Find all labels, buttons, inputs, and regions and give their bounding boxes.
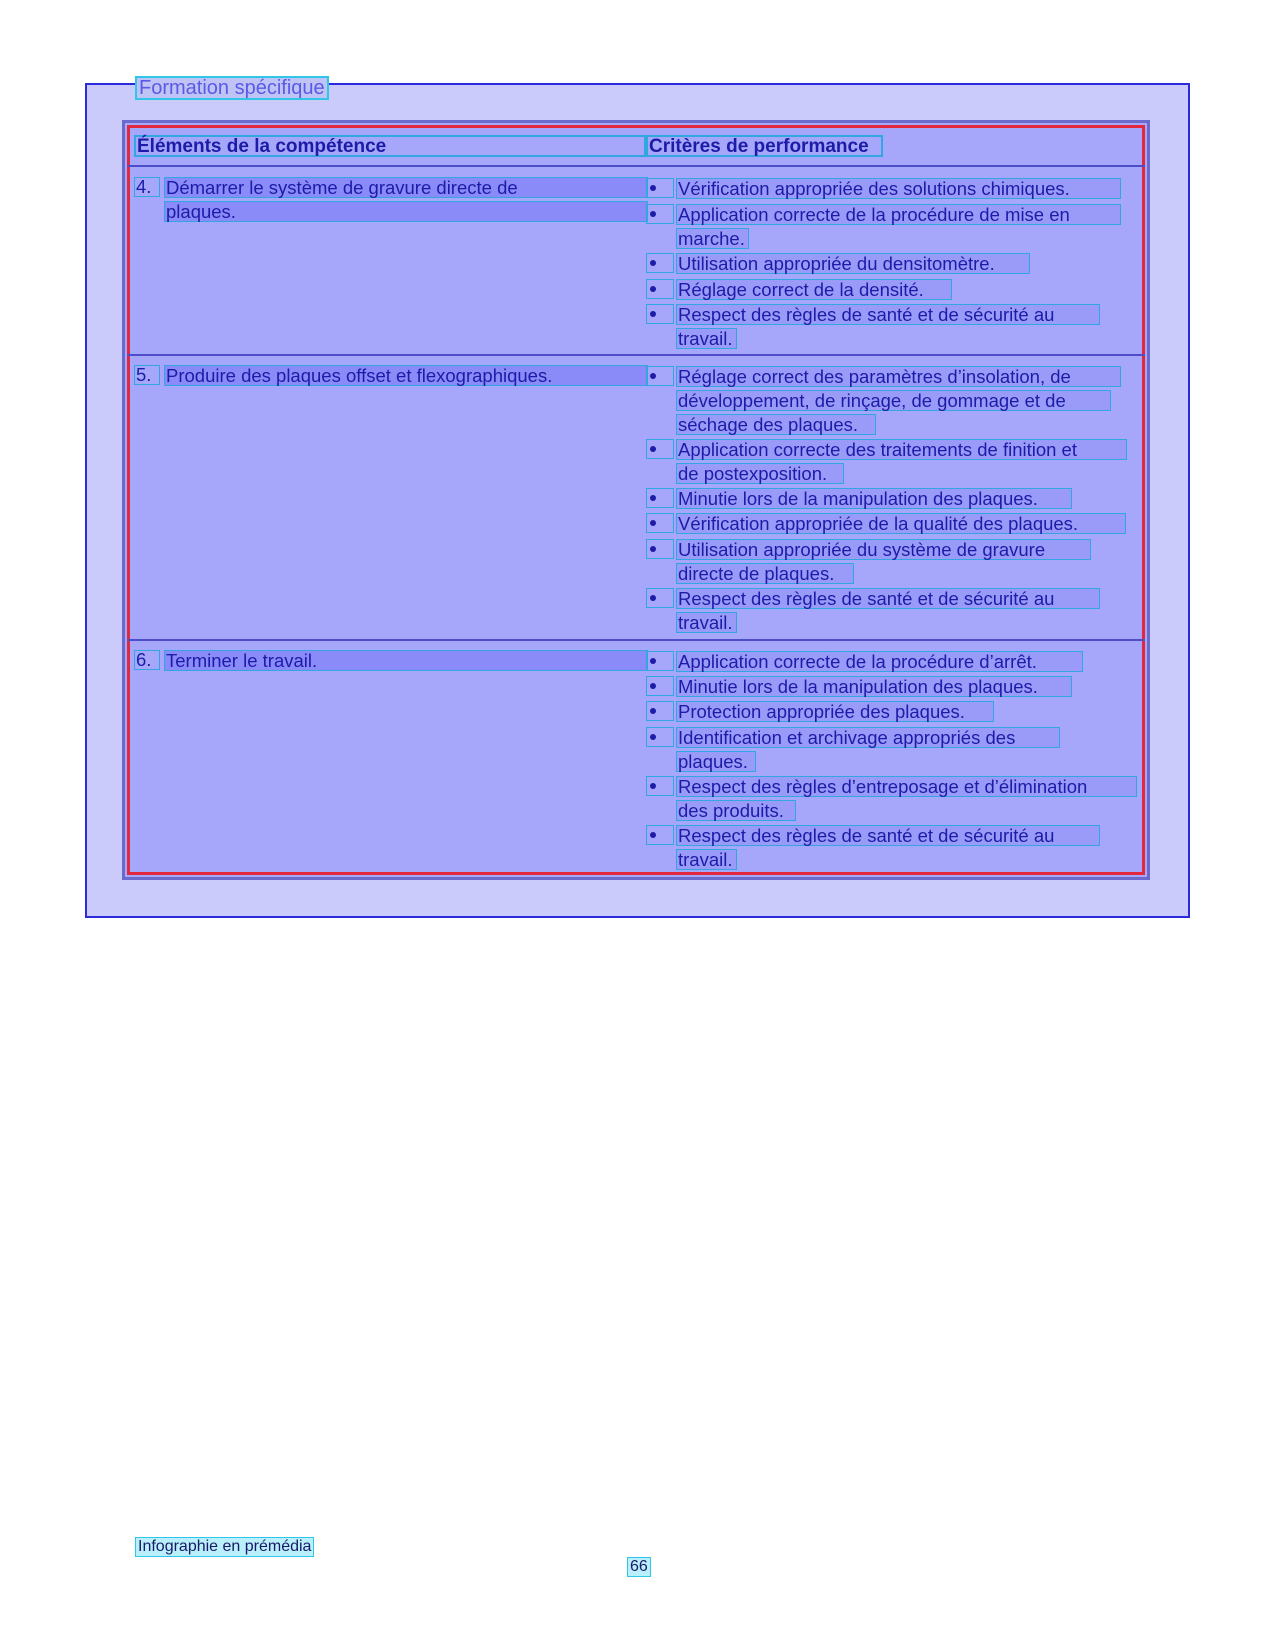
page-number: 66 — [627, 1557, 651, 1577]
element-text: Terminer le travail. — [164, 650, 648, 671]
criterion-text: Application correcte de la procédure de mise en — [676, 204, 1121, 225]
element-text: plaques. — [164, 201, 648, 222]
bullet-icon — [646, 439, 674, 459]
criterion-text: Vérification appropriée des solutions chimiques. — [676, 178, 1121, 199]
header-criteria: Critères de performance — [646, 135, 883, 157]
element-number: 5. — [134, 365, 160, 385]
criterion-text: Minutie lors de la manipulation des plaques. — [676, 676, 1072, 697]
criterion-text: Respect des règles de santé et de sécurité au — [676, 588, 1100, 609]
bullet-icon — [646, 825, 674, 845]
row-divider — [127, 354, 1145, 356]
criterion-text: plaques. — [676, 751, 756, 772]
bullet-icon — [646, 513, 674, 533]
criterion-text: travail. — [676, 328, 737, 349]
criterion-text: Réglage correct de la densité. — [676, 279, 952, 300]
criterion-text: Respect des règles de santé et de sécurité au — [676, 825, 1100, 846]
header-elements: Éléments de la compétence — [134, 135, 646, 157]
bullet-icon — [646, 651, 674, 671]
criterion-text: de postexposition. — [676, 463, 844, 484]
criterion-text: Protection appropriée des plaques. — [676, 701, 994, 722]
criterion-text: Respect des règles de santé et de sécurité au — [676, 304, 1100, 325]
header-divider — [127, 165, 1145, 167]
bullet-icon — [646, 279, 674, 299]
element-number: 4. — [134, 177, 160, 197]
criterion-text: marche. — [676, 228, 749, 249]
bullet-icon — [646, 727, 674, 747]
bullet-icon — [646, 366, 674, 386]
criterion-text: développement, de rinçage, de gommage et de — [676, 390, 1111, 411]
criterion-text: Application correcte des traitements de finition et — [676, 439, 1127, 460]
criterion-text: Respect des règles d’entreposage et d’élimination — [676, 776, 1137, 797]
bullet-icon — [646, 304, 674, 324]
bullet-icon — [646, 178, 674, 198]
footer-program-name: Infographie en prémédia — [135, 1537, 314, 1557]
criterion-text: Minutie lors de la manipulation des plaques. — [676, 488, 1072, 509]
bullet-icon — [646, 776, 674, 796]
row-divider — [127, 639, 1145, 641]
bullet-icon — [646, 588, 674, 608]
criterion-text: Utilisation appropriée du système de gravure — [676, 539, 1091, 560]
criterion-text: travail. — [676, 849, 737, 870]
criterion-text: Identification et archivage appropriés des — [676, 727, 1060, 748]
element-number: 6. — [134, 650, 160, 670]
criterion-text: Vérification appropriée de la qualité des plaques. — [676, 513, 1126, 534]
bullet-icon — [646, 539, 674, 559]
criterion-text: travail. — [676, 612, 737, 633]
bullet-icon — [646, 204, 674, 224]
criterion-text: séchage des plaques. — [676, 414, 876, 435]
criterion-text: Réglage correct des paramètres d’insolation, de — [676, 366, 1121, 387]
criterion-text: Utilisation appropriée du densitomètre. — [676, 253, 1030, 274]
bullet-icon — [646, 676, 674, 696]
element-text: Produire des plaques offset et flexographiques. — [164, 365, 648, 386]
criterion-text: des produits. — [676, 800, 796, 821]
bullet-icon — [646, 701, 674, 721]
bullet-icon — [646, 488, 674, 508]
criterion-text: Application correcte de la procédure d’arrêt. — [676, 651, 1083, 672]
section-title: Formation spécifique — [135, 76, 329, 100]
bullet-icon — [646, 253, 674, 273]
element-text: Démarrer le système de gravure directe de — [164, 177, 648, 198]
criterion-text: directe de plaques. — [676, 563, 854, 584]
